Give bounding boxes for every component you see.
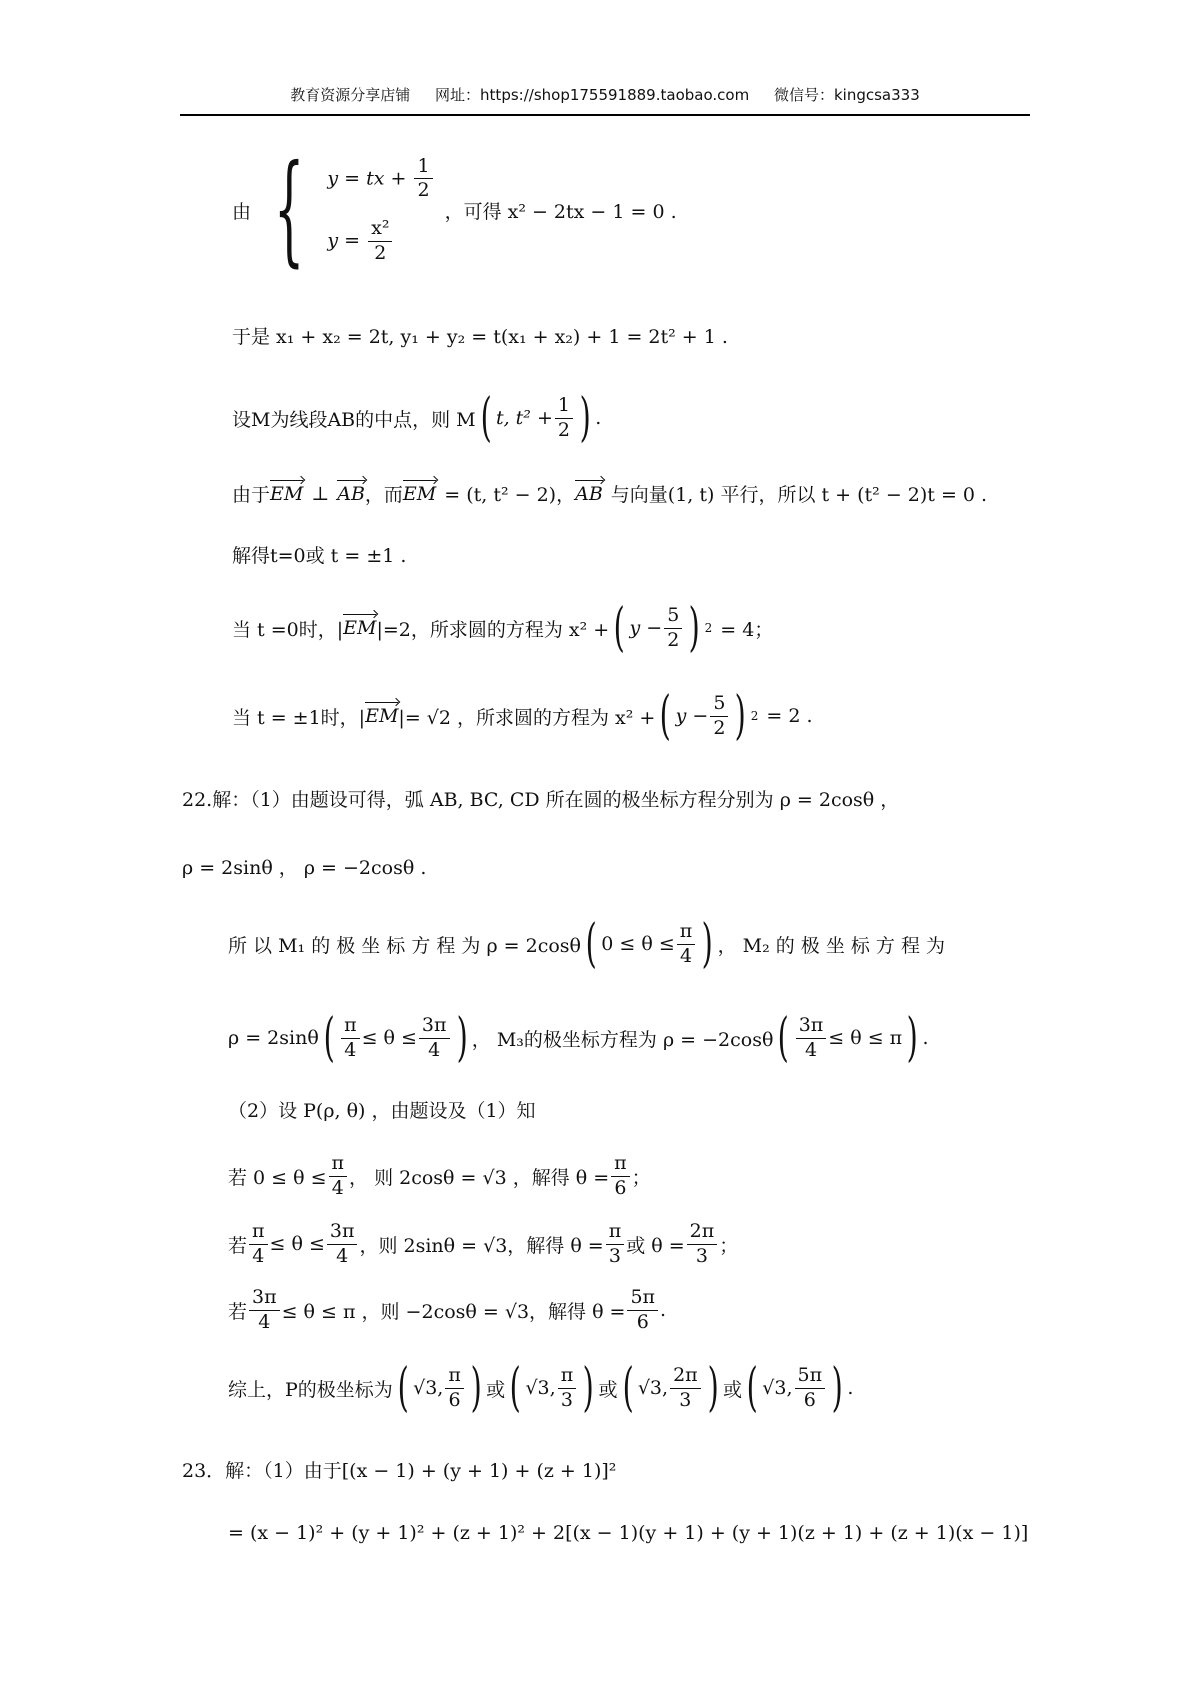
num: π	[445, 1364, 464, 1389]
vector-ab: AB	[337, 482, 365, 505]
equation-cases	[327, 155, 434, 266]
den: 4	[331, 1176, 344, 1199]
line-expansion	[228, 1522, 1028, 1544]
fraction	[670, 1364, 701, 1413]
text: ， M₃的极坐标方程为 ρ = −2cosθ	[471, 1028, 774, 1051]
den: 4	[252, 1244, 265, 1267]
fraction	[555, 394, 573, 443]
num: 2π	[687, 1220, 718, 1245]
text: 于是 x₁ + x₂ = 2t, y₁ + y₂ = t(x₁ + x₂) + 1 = 2t² + 1 .	[232, 326, 728, 348]
header-shop: 教育资源分享店铺	[290, 86, 411, 104]
text: 当 t =0时，|	[232, 618, 344, 641]
text: y −	[675, 705, 709, 727]
den: 6	[636, 1310, 649, 1333]
line-case2	[228, 1220, 738, 1269]
line-m2-m3	[228, 1008, 929, 1068]
text: 由于	[232, 484, 271, 506]
line-q23	[182, 1456, 616, 1483]
text: ；	[719, 1234, 739, 1257]
den: 4	[258, 1310, 271, 1333]
text: ≤ θ ≤ π ，则 −2cosθ = √3，解得 θ =	[281, 1300, 626, 1323]
num: π	[606, 1220, 625, 1245]
num: π	[677, 920, 696, 945]
text: 23．解：（1）由于[(x − 1) + (y + 1) + (z + 1)]²	[182, 1460, 617, 1482]
paren-glyph: )	[582, 1358, 594, 1418]
num: 3π	[419, 1014, 450, 1039]
text: 或	[722, 1378, 742, 1401]
line-case1	[228, 1152, 651, 1201]
den: 6	[614, 1176, 627, 1199]
vector-ab: AB	[575, 482, 603, 505]
text: ；	[631, 1166, 651, 1189]
paren-glyph: )	[456, 1008, 468, 1068]
vector-em: EM	[365, 705, 399, 727]
paren-glyph: (	[509, 1358, 521, 1418]
fraction	[795, 1364, 826, 1413]
den: 3	[560, 1388, 573, 1411]
exponent: 2	[704, 621, 713, 635]
fraction	[677, 920, 696, 969]
den: 4	[428, 1038, 441, 1061]
text: ， M₂ 的 极 坐 标 方 程 为	[717, 934, 945, 957]
text: ρ = 2sinθ	[228, 1027, 319, 1049]
den: 2	[713, 716, 726, 739]
text: = (x − 1)² + (y + 1)² + (z + 1)² + 2[(x − 1)(y + 1) + (y + 1)(z + 1) + (z + 1)(x − 1)]	[228, 1522, 1029, 1544]
den: 2	[667, 628, 680, 651]
den: 3	[608, 1244, 622, 1267]
den: 2	[417, 179, 430, 202]
text: = (t, t² − 2)，	[444, 484, 576, 506]
paren-glyph: )	[470, 1358, 482, 1418]
text: √3,	[413, 1377, 444, 1399]
fraction	[327, 1220, 358, 1269]
line-circle-2	[232, 686, 813, 746]
paren-glyph: (	[613, 598, 625, 658]
line-q22	[182, 785, 899, 812]
text: t, t² +	[495, 407, 553, 429]
paren-glyph: (	[323, 1008, 335, 1068]
num: 5	[664, 604, 682, 629]
den: 4	[680, 944, 693, 967]
dot: .	[595, 407, 602, 429]
paren-glyph: (	[585, 914, 597, 974]
num: 3π	[796, 1014, 827, 1039]
case-2	[327, 217, 434, 266]
brace-glyph: {	[273, 140, 305, 279]
num: π	[611, 1152, 630, 1177]
page-header	[180, 84, 1030, 116]
num: 5	[710, 692, 728, 717]
text: 若	[228, 1234, 248, 1257]
paren-glyph: )	[707, 1358, 719, 1418]
text: 由	[232, 200, 252, 223]
num: 1	[414, 155, 432, 180]
paren-glyph: (	[622, 1358, 634, 1418]
line-sum	[232, 322, 728, 349]
text: √3,	[762, 1377, 793, 1399]
num: x²	[368, 217, 392, 242]
text: （2）设 P(ρ, θ) ，由题设及（1）知	[228, 1100, 536, 1122]
text: = 4；	[720, 618, 774, 641]
line-part2	[228, 1096, 536, 1123]
num: π	[558, 1364, 577, 1389]
text: 若 0 ≤ θ ≤	[228, 1166, 327, 1189]
text: ，可得 x² − 2tx − 1 = 0 .	[444, 200, 677, 223]
text: |=2，所求圆的方程为 x² +	[376, 618, 610, 641]
text: ≤ θ ≤ π	[828, 1027, 903, 1049]
num: π	[329, 1152, 348, 1177]
den: 3	[695, 1244, 708, 1267]
den: 6	[803, 1388, 816, 1411]
paren-glyph: (	[397, 1358, 409, 1418]
line-polar-eqs	[182, 853, 426, 880]
paren-glyph: (	[746, 1358, 758, 1418]
paren-glyph: )	[688, 598, 701, 658]
paren-glyph: )	[701, 914, 714, 974]
fraction	[796, 1014, 827, 1063]
den: 2	[374, 241, 387, 264]
text: ⊥	[311, 482, 330, 505]
num: 2π	[670, 1364, 701, 1389]
text: ，而	[364, 484, 403, 506]
num: 5π	[627, 1286, 658, 1311]
text: ≤ θ ≤	[269, 1233, 325, 1256]
text: .	[847, 1377, 854, 1399]
eq: y = tx +	[327, 166, 407, 189]
eq: y =	[327, 229, 361, 252]
paren-glyph: (	[777, 1008, 790, 1068]
text: √3,	[637, 1377, 669, 1399]
fraction	[249, 1286, 280, 1335]
text: .	[922, 1027, 929, 1049]
case-1	[327, 155, 434, 204]
num: 3π	[327, 1220, 358, 1245]
text: 设M为线段AB的中点，则 M	[232, 408, 476, 431]
fraction	[341, 1014, 360, 1063]
fraction	[687, 1220, 718, 1269]
header-url: 网址：https://shop175591889.taobao.com	[435, 86, 750, 104]
text: |= √2 ，所求圆的方程为 x² +	[398, 706, 656, 729]
num: π	[341, 1014, 360, 1039]
fraction	[329, 1152, 348, 1201]
text: .	[660, 1299, 667, 1322]
text: 或	[598, 1378, 618, 1401]
num: π	[249, 1220, 268, 1245]
text: ρ = 2sinθ ， ρ = −2cosθ .	[182, 857, 427, 879]
paren-glyph: )	[906, 1008, 918, 1068]
vector-em: EM	[343, 617, 377, 639]
vector-em: EM	[402, 482, 437, 505]
line-summary	[228, 1358, 854, 1418]
text: 0 ≤ θ ≤	[601, 933, 675, 955]
fraction	[249, 1220, 268, 1269]
fraction	[414, 155, 432, 204]
text: 或	[486, 1378, 506, 1401]
text: ， 则 2cosθ = √3 ，解得 θ =	[349, 1166, 610, 1189]
text: = 2 .	[766, 705, 813, 727]
fraction	[445, 1364, 464, 1413]
fraction	[419, 1014, 450, 1063]
fraction	[606, 1220, 625, 1269]
fraction	[368, 217, 392, 266]
num: 5π	[795, 1364, 826, 1389]
line-circle-1	[232, 598, 774, 658]
den: 6	[448, 1388, 461, 1411]
paren-glyph: )	[579, 388, 591, 448]
paren-glyph: )	[735, 686, 747, 746]
fraction	[627, 1286, 658, 1335]
line-midpoint	[232, 388, 602, 448]
text: 综上，P的极坐标为	[228, 1378, 393, 1401]
num: 3π	[249, 1286, 280, 1311]
text: 与向量(1, t) 平行，所以 t + (t² − 2)t = 0 .	[610, 484, 988, 506]
fraction	[558, 1364, 577, 1413]
fraction	[710, 692, 728, 741]
paren-glyph: (	[480, 388, 492, 448]
text: 或 θ =	[626, 1234, 685, 1257]
text: 22.解：（1）由题设可得，弧 AB, BC, CD 所在圆的极坐标方程分别为 ρ = 2cosθ ，	[182, 789, 900, 811]
line-m1	[228, 914, 945, 974]
line-perpendicular	[232, 480, 987, 507]
text: 当 t = ±1时，|	[232, 706, 366, 729]
num: 1	[555, 394, 573, 419]
line-case3	[228, 1286, 666, 1335]
paren-glyph: )	[831, 1358, 843, 1418]
den: 3	[679, 1388, 692, 1411]
fraction	[664, 604, 682, 653]
text: y −	[629, 617, 663, 639]
den: 2	[557, 418, 570, 441]
fraction	[611, 1152, 630, 1201]
text: 若	[228, 1300, 248, 1323]
vector-em: EM	[270, 482, 304, 505]
exponent: 2	[750, 709, 759, 723]
text: ≤ θ ≤	[361, 1027, 417, 1049]
text: ，则 2sinθ = √3，解得 θ =	[359, 1234, 604, 1257]
header-wechat: 微信号：kingcsa333	[773, 86, 920, 104]
text: 解得t=0或 t = ±1 .	[232, 545, 407, 567]
den: 4	[804, 1038, 818, 1061]
text: √3,	[525, 1377, 556, 1399]
den: 4	[336, 1244, 349, 1267]
den: 4	[344, 1038, 357, 1061]
line-system	[232, 140, 677, 279]
line-solve-t	[232, 541, 406, 568]
paren-glyph: (	[659, 686, 672, 746]
text: 所 以 M₁ 的 极 坐 标 方 程 为 ρ = 2cosθ	[228, 934, 581, 957]
